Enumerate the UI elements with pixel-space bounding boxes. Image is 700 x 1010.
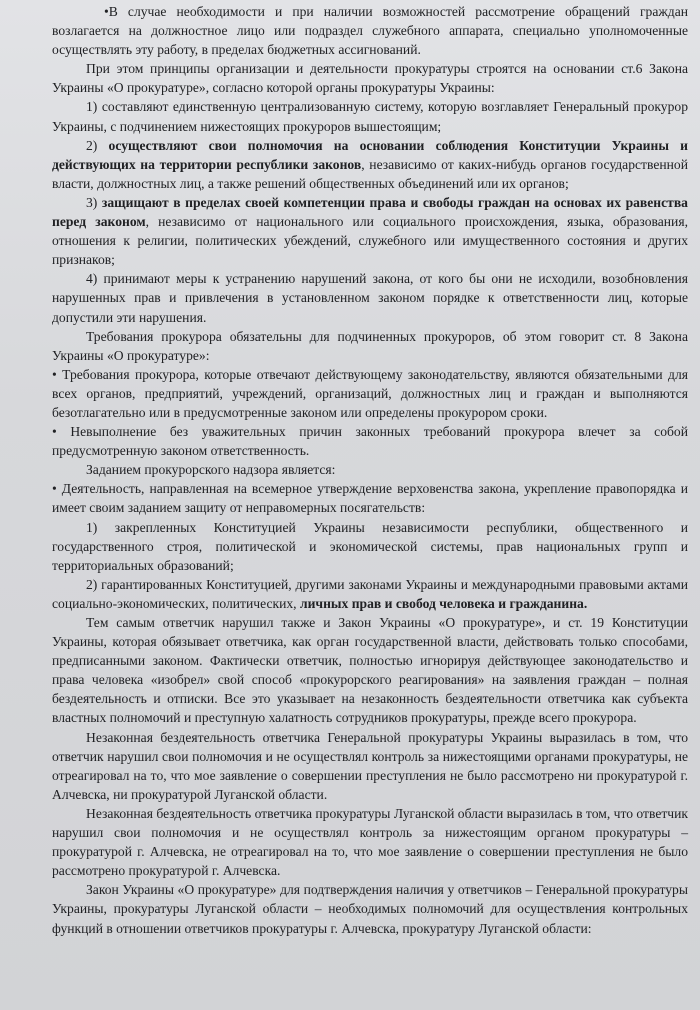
text-run: •В случае необходимости и при наличии возможностей рассмотрение обращений граждан возлагается на должностное лицо или подраздел служебного аппарата, специально уполномоченные осуществлять эту работу, в пределах бюджетных ассигнований. [52,4,688,58]
paragraph [52,613,688,728]
bold-text: личных прав и свобод человека и гражданина. [299,595,588,611]
paragraph [52,575,688,613]
paragraph [52,728,688,804]
text-run: , независимо от каких-нибудь органов государственной власти, должностных лиц, а также решений общественных объединений или их органов; [52,156,688,191]
text-run: • Требования прокурора, которые отвечают действующему законодательству, являются обязательными для всех органов, предприятий, учреждений, организаций, должностных лиц и граждан и выполняются безотлагательно или в предусмотренные законом или определены прокурором сроки. [52,366,688,420]
text-run: При этом принципы организации и деятельности прокуратуры строятся на основании ст.6 Закона Украины «О прокуратуре», согласно которой органы прокуратуры Украины: [52,61,688,96]
text-run: Незаконная бездеятельность ответчика Генеральной прокуратуры Украины выразилась в том, что ответчик нарушил свои полномочия и не осуществлял контроль за нижестоящими органами прокуратуры, не отреагировал на то, что мое заявление о совершении преступления не было рассмотрено ни прокуратурой г. Алчевска, ни прокуратурой Луганской области. [52,729,688,802]
text-run: 2) гарантированных Конституцией, другими законами Украины и международными правовыми актами социально-экономических, политических, [52,576,688,611]
paragraph [52,2,688,59]
text-run: Тем самым ответчик нарушил также и Закон Украины «О прокуратуре», и ст. 19 Конституции Украины, которая обязывает ответчика, как орган государственной власти, действовать только способами, предписанными законом. Фактически ответчик, полностью игнорируя действующее законодательство и права человека «изобрел» свой способ «прокурорского реагирования» на заявления граждан – полная бездеятельность и отписки. Все это указывает на незаконность бездеятельности ответчика как субъекта властных полномочий и преступную халатность сотрудников прокуратуры, прежде всего прокурора. [52,615,688,726]
paragraph [52,880,688,937]
paragraph [52,804,688,880]
text-run: Требования прокурора обязательны для подчиненных прокуроров, об этом говорит ст. 8 Закона Украины «О прокуратуре»: [52,328,688,363]
paragraph [52,327,688,365]
paragraph [52,193,688,269]
text-run: • Невыполнение без уважительных причин законных требований прокурора влечет за собой предусмотренную законом ответственность. [52,424,688,459]
bold-text: защищают в пределах своей компетенции права и свободы граждан на основах их равенства перед законом [52,194,688,230]
paragraph [52,59,688,97]
paragraph [52,269,688,326]
text-run: , независимо от национального или социального происхождения, языка, образования, отношения к религии, политических убеждений, служебного или имущественного состояния и других признаков; [52,214,688,268]
paragraph [52,460,688,479]
text-run: 1) составляют единственную централизованную систему, которую возглавляет Генеральный прокурор Украины, с подчинением нижестоящих прокуроров вышестоящим; [52,99,688,134]
paragraph [52,365,688,422]
text-run: 1) закрепленных Конституцией Украины независимости республики, общественного и государственного строя, политической и экономической системы, прав национальных групп и территориальных образований; [52,519,688,573]
bold-text: осуществляют свои полномочия на основании соблюдения Конституции Украины и действующих на территории республики законов [52,137,688,172]
paragraph [52,136,688,193]
paragraph [52,422,688,460]
paragraph [52,518,688,575]
text-run: 4) принимают меры к устранению нарушений закона, от кого бы они не исходили, возобновления нарушенных прав и привлечения в установленном законом порядке к ответственности лиц, которые допустили эти нарушения. [52,271,688,325]
text-run: • Деятельность, направленная на всемерное утверждение верховенства закона, укрепление правопорядка и имеет своим заданием защиту от неправомерных посягательств: [52,481,688,516]
text-run: Заданием прокурорского надзора является: [86,462,336,478]
text-run: 3) [86,194,102,210]
paragraph [52,479,688,517]
text-run: Незаконная бездеятельность ответчика прокуратуры Луганской области выразилась в том, что ответчик нарушил свои полномочия и не осуществлял контроль за нижестоящим органом прокуратуры – прокуратурой г. Алчевска, не отреагировал на то, что мое заявление о совершении преступления не было рассмотрено прокуратурой г. Алчевска. [52,805,689,879]
text-run: 2) [86,137,109,153]
paragraph [52,97,688,135]
text-run: Закон Украины «О прокуратуре» для подтверждения наличия у ответчиков – Генеральной прокуратуры Украины, прокуратуры Луганской области – необходимых полномочий для осуществления контрольных функций в отношении ответчиков прокуратуры г. Алчевска, прокуратуру Луганской области: [52,882,688,936]
